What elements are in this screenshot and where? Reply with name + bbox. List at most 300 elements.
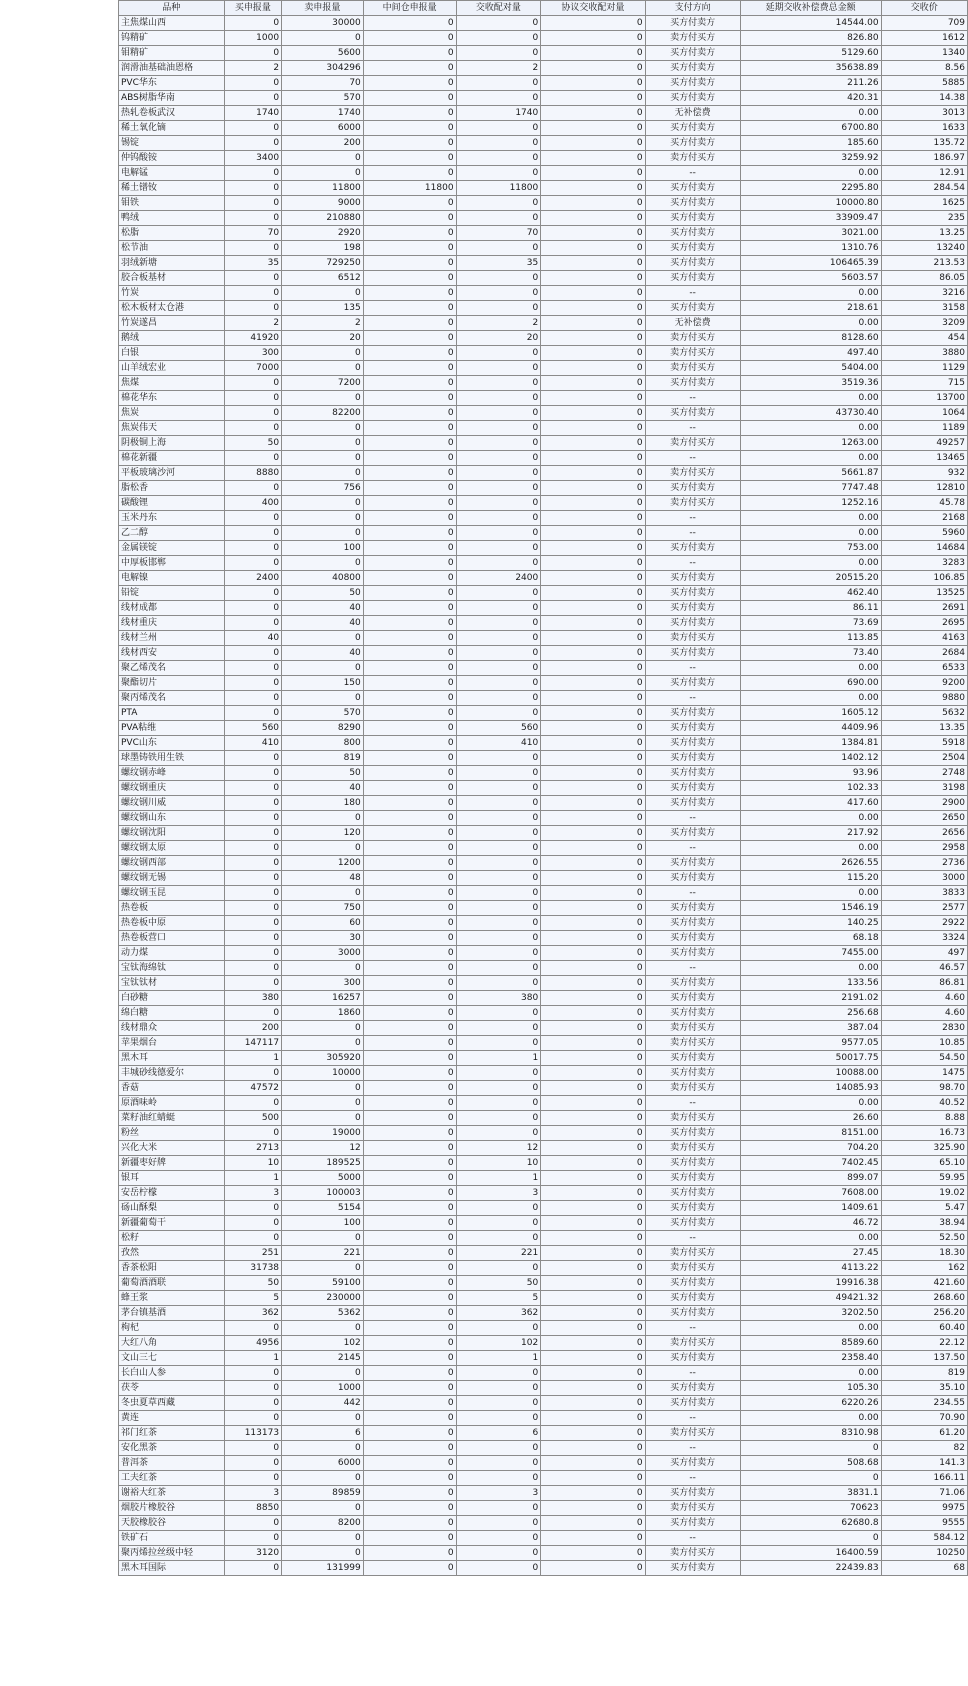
delivery-price-cell: 98.70	[881, 1081, 967, 1096]
compensation-total-cell: 3021.00	[740, 226, 881, 241]
buy-declared-cell: 2	[224, 316, 281, 331]
sell-declared-cell: 0	[282, 691, 364, 706]
table-row	[119, 1411, 968, 1426]
delivery-matched-cell: 1	[456, 1351, 541, 1366]
delivery-price-cell: 497	[881, 946, 967, 961]
buy-declared-cell: 0	[224, 871, 281, 886]
intermediate-declared-cell: 0	[363, 631, 456, 646]
compensation-total-cell: 49421.32	[740, 1291, 881, 1306]
delivery-price-cell: 1064	[881, 406, 967, 421]
delivery-matched-cell: 0	[456, 481, 541, 496]
intermediate-declared-cell: 0	[363, 871, 456, 886]
buy-declared-cell: 35	[224, 256, 281, 271]
delivery-price-cell: 235	[881, 211, 967, 226]
compensation-total-cell: 19916.38	[740, 1276, 881, 1291]
sell-declared-cell: 1200	[282, 856, 364, 871]
compensation-total-cell: 9577.05	[740, 1036, 881, 1051]
delivery-matched-cell: 0	[456, 631, 541, 646]
variety-cell: 丰城砂线德爱尔	[119, 1066, 225, 1081]
delivery-matched-cell: 0	[456, 1231, 541, 1246]
payment-direction-cell: --	[645, 886, 740, 901]
delivery-price-cell: 709	[881, 16, 967, 31]
buy-declared-cell: 0	[224, 1381, 281, 1396]
buy-declared-cell: 0	[224, 286, 281, 301]
table-row	[119, 61, 968, 76]
header-sell-declared: 卖申报量	[282, 1, 364, 16]
compensation-total-cell: 0.00	[740, 106, 881, 121]
payment-direction-cell: 买方付卖方	[645, 196, 740, 211]
delivery-price-cell: 3198	[881, 781, 967, 796]
compensation-total-cell: 5404.00	[740, 361, 881, 376]
delivery-matched-cell: 221	[456, 1246, 541, 1261]
payment-direction-cell: 卖方付买方	[645, 466, 740, 481]
variety-cell: 电解镍	[119, 571, 225, 586]
delivery-matched-cell: 5	[456, 1291, 541, 1306]
table-row	[119, 811, 968, 826]
buy-declared-cell: 31738	[224, 1261, 281, 1276]
table-row	[119, 1486, 968, 1501]
table-row	[119, 151, 968, 166]
compensation-total-cell: 0.00	[740, 811, 881, 826]
buy-declared-cell: 0	[224, 1096, 281, 1111]
delivery-matched-cell: 0	[456, 16, 541, 31]
table-row	[119, 1141, 968, 1156]
table-row	[119, 646, 968, 661]
buy-declared-cell: 1740	[224, 106, 281, 121]
delivery-price-cell: 4.60	[881, 991, 967, 1006]
variety-cell: 黄连	[119, 1411, 225, 1426]
buy-declared-cell: 0	[224, 541, 281, 556]
delivery-price-cell: 10.85	[881, 1036, 967, 1051]
compensation-total-cell: 5603.57	[740, 271, 881, 286]
delivery-price-cell: 13.35	[881, 721, 967, 736]
table-row	[119, 76, 968, 91]
table-row	[119, 1051, 968, 1066]
buy-declared-cell: 8850	[224, 1501, 281, 1516]
buy-declared-cell: 0	[224, 16, 281, 31]
sell-declared-cell: 210880	[282, 211, 364, 226]
payment-direction-cell: 买方付卖方	[645, 646, 740, 661]
delivery-matched-cell: 0	[456, 976, 541, 991]
delivery-matched-cell: 0	[456, 436, 541, 451]
agreement-matched-cell: 0	[541, 526, 645, 541]
delivery-matched-cell: 380	[456, 991, 541, 1006]
compensation-total-cell: 26.60	[740, 1111, 881, 1126]
buy-declared-cell: 2400	[224, 571, 281, 586]
compensation-total-cell: 387.04	[740, 1021, 881, 1036]
buy-declared-cell: 113173	[224, 1426, 281, 1441]
agreement-matched-cell: 0	[541, 1516, 645, 1531]
buy-declared-cell: 0	[224, 241, 281, 256]
sell-declared-cell: 0	[282, 466, 364, 481]
payment-direction-cell: --	[645, 166, 740, 181]
variety-cell: 松木板材太仓港	[119, 301, 225, 316]
compensation-total-cell: 0.00	[740, 691, 881, 706]
sell-declared-cell: 102	[282, 1336, 364, 1351]
compensation-total-cell: 7608.00	[740, 1186, 881, 1201]
buy-declared-cell: 0	[224, 976, 281, 991]
delivery-price-cell: 3000	[881, 871, 967, 886]
intermediate-declared-cell: 0	[363, 691, 456, 706]
compensation-total-cell: 1605.12	[740, 706, 881, 721]
table-row	[119, 1516, 968, 1531]
sell-declared-cell: 0	[282, 841, 364, 856]
payment-direction-cell: 卖方付买方	[645, 331, 740, 346]
sell-declared-cell: 5154	[282, 1201, 364, 1216]
table-row	[119, 121, 968, 136]
payment-direction-cell: 买方付卖方	[645, 706, 740, 721]
agreement-matched-cell: 0	[541, 1366, 645, 1381]
variety-cell: 稀土氧化镝	[119, 121, 225, 136]
intermediate-declared-cell: 0	[363, 1501, 456, 1516]
delivery-matched-cell: 0	[456, 46, 541, 61]
table-row	[119, 1276, 968, 1291]
intermediate-declared-cell: 0	[363, 1321, 456, 1336]
delivery-matched-cell: 0	[456, 1396, 541, 1411]
intermediate-declared-cell: 0	[363, 1216, 456, 1231]
variety-cell: 竹炭	[119, 286, 225, 301]
agreement-matched-cell: 0	[541, 46, 645, 61]
delivery-matched-cell: 0	[456, 1501, 541, 1516]
sell-declared-cell: 5362	[282, 1306, 364, 1321]
delivery-matched-cell: 0	[456, 526, 541, 541]
intermediate-declared-cell: 0	[363, 271, 456, 286]
delivery-matched-cell: 0	[456, 706, 541, 721]
table-row	[119, 271, 968, 286]
agreement-matched-cell: 0	[541, 31, 645, 46]
intermediate-declared-cell: 0	[363, 301, 456, 316]
payment-direction-cell: 买方付卖方	[645, 1126, 740, 1141]
agreement-matched-cell: 0	[541, 721, 645, 736]
delivery-matched-cell: 0	[456, 1066, 541, 1081]
agreement-matched-cell: 0	[541, 106, 645, 121]
delivery-price-cell: 6533	[881, 661, 967, 676]
buy-declared-cell: 0	[224, 1456, 281, 1471]
intermediate-declared-cell: 0	[363, 751, 456, 766]
delivery-matched-cell: 0	[456, 121, 541, 136]
delivery-matched-cell: 70	[456, 226, 541, 241]
agreement-matched-cell: 0	[541, 1561, 645, 1576]
table-row	[119, 106, 968, 121]
delivery-matched-cell: 0	[456, 1531, 541, 1546]
sell-declared-cell: 5600	[282, 46, 364, 61]
payment-direction-cell: 买方付卖方	[645, 901, 740, 916]
intermediate-declared-cell: 0	[363, 361, 456, 376]
compensation-total-cell: 1310.76	[740, 241, 881, 256]
agreement-matched-cell: 0	[541, 976, 645, 991]
sell-declared-cell: 1000	[282, 1381, 364, 1396]
table-row	[119, 961, 968, 976]
intermediate-declared-cell: 0	[363, 841, 456, 856]
compensation-total-cell: 0.00	[740, 316, 881, 331]
delivery-price-cell: 186.97	[881, 151, 967, 166]
table-row	[119, 706, 968, 721]
agreement-matched-cell: 0	[541, 151, 645, 166]
buy-declared-cell: 380	[224, 991, 281, 1006]
payment-direction-cell: 买方付卖方	[645, 601, 740, 616]
table-row	[119, 1291, 968, 1306]
table-row	[119, 1111, 968, 1126]
intermediate-declared-cell: 0	[363, 571, 456, 586]
payment-direction-cell: 买方付卖方	[645, 406, 740, 421]
variety-cell: ABS树脂华南	[119, 91, 225, 106]
variety-cell: 平板玻璃沙河	[119, 466, 225, 481]
payment-direction-cell: 买方付卖方	[645, 256, 740, 271]
intermediate-declared-cell: 0	[363, 1036, 456, 1051]
compensation-total-cell: 0.00	[740, 1321, 881, 1336]
intermediate-declared-cell: 0	[363, 16, 456, 31]
agreement-matched-cell: 0	[541, 91, 645, 106]
table-row	[119, 751, 968, 766]
payment-direction-cell: 买方付卖方	[645, 916, 740, 931]
delivery-matched-cell: 560	[456, 721, 541, 736]
delivery-matched-cell: 0	[456, 541, 541, 556]
agreement-matched-cell: 0	[541, 1081, 645, 1096]
header-agreement-matched: 协议交收配对量	[541, 1, 645, 16]
delivery-price-cell: 9975	[881, 1501, 967, 1516]
table-row	[119, 421, 968, 436]
buy-declared-cell: 8880	[224, 466, 281, 481]
variety-cell: 安化黑茶	[119, 1441, 225, 1456]
payment-direction-cell: 买方付卖方	[645, 1051, 740, 1066]
sell-declared-cell: 10000	[282, 1066, 364, 1081]
compensation-total-cell: 14085.93	[740, 1081, 881, 1096]
header-payment-direction: 支付方向	[645, 1, 740, 16]
intermediate-declared-cell: 0	[363, 976, 456, 991]
agreement-matched-cell: 0	[541, 766, 645, 781]
variety-cell: 焦炭	[119, 406, 225, 421]
intermediate-declared-cell: 0	[363, 1246, 456, 1261]
buy-declared-cell: 0	[224, 796, 281, 811]
table-row	[119, 316, 968, 331]
compensation-total-cell: 8589.60	[740, 1336, 881, 1351]
sell-declared-cell: 0	[282, 1231, 364, 1246]
intermediate-declared-cell: 0	[363, 781, 456, 796]
buy-declared-cell: 0	[224, 751, 281, 766]
sell-declared-cell: 3000	[282, 946, 364, 961]
delivery-price-cell: 40.52	[881, 1096, 967, 1111]
buy-declared-cell: 50	[224, 436, 281, 451]
table-row	[119, 481, 968, 496]
intermediate-declared-cell: 0	[363, 991, 456, 1006]
delivery-matched-cell: 0	[456, 1456, 541, 1471]
compensation-total-cell: 0.00	[740, 661, 881, 676]
delivery-price-cell: 454	[881, 331, 967, 346]
variety-cell: 铁矿石	[119, 1531, 225, 1546]
intermediate-declared-cell: 0	[363, 1111, 456, 1126]
agreement-matched-cell: 0	[541, 1246, 645, 1261]
table-row	[119, 1456, 968, 1471]
agreement-matched-cell: 0	[541, 406, 645, 421]
agreement-matched-cell: 0	[541, 361, 645, 376]
delivery-matched-cell: 0	[456, 361, 541, 376]
variety-cell: 黑木耳	[119, 1051, 225, 1066]
intermediate-declared-cell: 0	[363, 106, 456, 121]
compensation-total-cell: 27.45	[740, 1246, 881, 1261]
buy-declared-cell: 3	[224, 1186, 281, 1201]
delivery-matched-cell: 0	[456, 826, 541, 841]
payment-direction-cell: --	[645, 421, 740, 436]
sell-declared-cell: 0	[282, 1471, 364, 1486]
table-row	[119, 556, 968, 571]
delivery-price-cell: 13465	[881, 451, 967, 466]
delivery-price-cell: 3013	[881, 106, 967, 121]
compensation-total-cell: 0.00	[740, 391, 881, 406]
intermediate-declared-cell: 0	[363, 496, 456, 511]
agreement-matched-cell: 0	[541, 1411, 645, 1426]
table-row	[119, 1201, 968, 1216]
table-row	[119, 841, 968, 856]
agreement-matched-cell: 0	[541, 1066, 645, 1081]
delivery-price-cell: 54.50	[881, 1051, 967, 1066]
delivery-matched-cell: 0	[456, 931, 541, 946]
agreement-matched-cell: 0	[541, 1291, 645, 1306]
header-compensation-total: 延期交收补偿费总金额	[740, 1, 881, 16]
intermediate-declared-cell: 0	[363, 916, 456, 931]
agreement-matched-cell: 0	[541, 61, 645, 76]
buy-declared-cell: 47572	[224, 1081, 281, 1096]
payment-direction-cell: 买方付卖方	[645, 1381, 740, 1396]
agreement-matched-cell: 0	[541, 331, 645, 346]
delivery-price-cell: 2684	[881, 646, 967, 661]
compensation-total-cell: 2626.55	[740, 856, 881, 871]
compensation-total-cell: 0.00	[740, 1411, 881, 1426]
sell-declared-cell: 750	[282, 901, 364, 916]
agreement-matched-cell: 0	[541, 136, 645, 151]
variety-cell: 宝钛钛材	[119, 976, 225, 991]
table-row	[119, 1081, 968, 1096]
buy-declared-cell: 0	[224, 676, 281, 691]
intermediate-declared-cell: 0	[363, 1156, 456, 1171]
compensation-total-cell: 1384.81	[740, 736, 881, 751]
sell-declared-cell: 60	[282, 916, 364, 931]
compensation-total-cell: 22439.83	[740, 1561, 881, 1576]
delivery-price-cell: 1475	[881, 1066, 967, 1081]
variety-cell: 苹果烟台	[119, 1036, 225, 1051]
payment-direction-cell: --	[645, 1411, 740, 1426]
sell-declared-cell: 0	[282, 346, 364, 361]
payment-direction-cell: 买方付卖方	[645, 1006, 740, 1021]
sell-declared-cell: 221	[282, 1246, 364, 1261]
sell-declared-cell: 0	[282, 1546, 364, 1561]
buy-declared-cell: 0	[224, 781, 281, 796]
compensation-total-cell: 8151.00	[740, 1126, 881, 1141]
intermediate-declared-cell: 0	[363, 1471, 456, 1486]
compensation-total-cell: 70623	[740, 1501, 881, 1516]
compensation-total-cell: 86.11	[740, 601, 881, 616]
delivery-price-cell: 14.38	[881, 91, 967, 106]
intermediate-declared-cell: 0	[363, 166, 456, 181]
buy-declared-cell: 0	[224, 646, 281, 661]
variety-cell: 碳酸锂	[119, 496, 225, 511]
buy-declared-cell: 0	[224, 766, 281, 781]
variety-cell: 新疆葡萄干	[119, 1216, 225, 1231]
variety-cell: 松籽	[119, 1231, 225, 1246]
payment-direction-cell: --	[645, 391, 740, 406]
agreement-matched-cell: 0	[541, 241, 645, 256]
delivery-matched-cell: 0	[456, 346, 541, 361]
variety-cell: 焦煤	[119, 376, 225, 391]
sell-declared-cell: 6000	[282, 121, 364, 136]
agreement-matched-cell: 0	[541, 226, 645, 241]
delivery-matched-cell: 0	[456, 301, 541, 316]
variety-cell: 钨精矿	[119, 31, 225, 46]
compensation-total-cell: 0	[740, 1441, 881, 1456]
sell-declared-cell: 0	[282, 496, 364, 511]
delivery-matched-cell: 0	[456, 841, 541, 856]
delivery-report-table	[118, 0, 968, 1576]
sell-declared-cell: 0	[282, 1111, 364, 1126]
compensation-total-cell: 106465.39	[740, 256, 881, 271]
variety-cell: 螺纹钢川威	[119, 796, 225, 811]
table-row	[119, 1186, 968, 1201]
compensation-total-cell: 1402.12	[740, 751, 881, 766]
variety-cell: 玉米丹东	[119, 511, 225, 526]
compensation-total-cell: 462.40	[740, 586, 881, 601]
table-row	[119, 676, 968, 691]
sell-declared-cell: 0	[282, 391, 364, 406]
sell-declared-cell: 230000	[282, 1291, 364, 1306]
delivery-matched-cell: 0	[456, 91, 541, 106]
compensation-total-cell: 5129.60	[740, 46, 881, 61]
agreement-matched-cell: 0	[541, 901, 645, 916]
delivery-price-cell: 60.40	[881, 1321, 967, 1336]
intermediate-declared-cell: 0	[363, 31, 456, 46]
buy-declared-cell: 0	[224, 856, 281, 871]
buy-declared-cell: 0	[224, 1231, 281, 1246]
intermediate-declared-cell: 0	[363, 1486, 456, 1501]
delivery-price-cell: 14684	[881, 541, 967, 556]
payment-direction-cell: 买方付卖方	[645, 1456, 740, 1471]
intermediate-declared-cell: 0	[363, 946, 456, 961]
sell-declared-cell: 48	[282, 871, 364, 886]
sell-declared-cell: 135	[282, 301, 364, 316]
agreement-matched-cell: 0	[541, 1261, 645, 1276]
sell-declared-cell: 2920	[282, 226, 364, 241]
delivery-price-cell: 421.60	[881, 1276, 967, 1291]
buy-declared-cell: 0	[224, 406, 281, 421]
delivery-matched-cell: 0	[456, 1111, 541, 1126]
payment-direction-cell: 卖方付买方	[645, 1021, 740, 1036]
buy-declared-cell: 0	[224, 811, 281, 826]
intermediate-declared-cell: 11800	[363, 181, 456, 196]
delivery-matched-cell: 0	[456, 136, 541, 151]
intermediate-declared-cell: 0	[363, 406, 456, 421]
agreement-matched-cell: 0	[541, 196, 645, 211]
compensation-total-cell: 3202.50	[740, 1306, 881, 1321]
agreement-matched-cell: 0	[541, 946, 645, 961]
compensation-total-cell: 690.00	[740, 676, 881, 691]
intermediate-declared-cell: 0	[363, 211, 456, 226]
buy-declared-cell: 0	[224, 1561, 281, 1576]
buy-declared-cell: 0	[224, 271, 281, 286]
delivery-price-cell: 70.90	[881, 1411, 967, 1426]
buy-declared-cell: 0	[224, 916, 281, 931]
buy-declared-cell: 3120	[224, 1546, 281, 1561]
buy-declared-cell: 410	[224, 736, 281, 751]
variety-cell: 阴极铜上海	[119, 436, 225, 451]
delivery-matched-cell: 50	[456, 1276, 541, 1291]
table-row	[119, 526, 968, 541]
buy-declared-cell: 0	[224, 1531, 281, 1546]
payment-direction-cell: 买方付卖方	[645, 46, 740, 61]
compensation-total-cell: 50017.75	[740, 1051, 881, 1066]
payment-direction-cell: 买方付卖方	[645, 211, 740, 226]
sell-declared-cell: 40	[282, 781, 364, 796]
compensation-total-cell: 899.07	[740, 1171, 881, 1186]
agreement-matched-cell: 0	[541, 676, 645, 691]
table-row	[119, 601, 968, 616]
